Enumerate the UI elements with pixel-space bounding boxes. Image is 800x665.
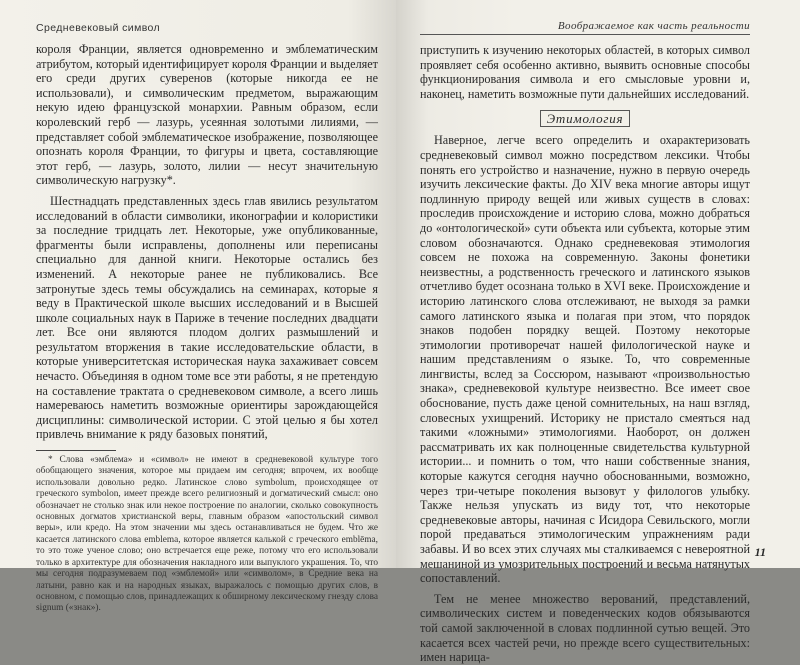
right-paragraph-2: Наверное, легче всего определить и охарактеризовать средневековый символ можно посредством лексики. Чтобы понять его устройство и назначение, нужно в первую очередь изучить лексические факты. До XIV века многие авторы ищут подлинную природу вещей или живых существ в словах: проследив происхождение и историю слова, можно добраться до «онтологической» сути объекта или субъекта, которые этим словом обозначаются. Однако средневековая этимология совсем не похожа на современную. Законы фонетики неизвестны, а родственность греческого и латинского языков отчетливо будет осознана только в XVI веке. Происхождение и историю латинского слова отслеживают, не выходя за рамки самого латинского языка и полагая при этом, что порядок знаков подобен порядку вещей. Поэтому некоторые этимологии противоречат нашей филологической науке и нашим представлениям о языке. То, что современные лингвисты, вслед за Соссюром, называют «произвольностью знака», средневековой культуре неизвестно. Все имеет свое обоснование, пусть даже ценой сомнительных, на наш взгляд, словесных ухищрений. Историку не пристало смеяться над такими «ложными» этимологиями. Наоборот, он должен рассматривать их как полноценные свидетельства культурной истории... и помнить о том, что наши собственные знания, которые кажутся сегодня научно обоснованными, возможно, через три-четыре поколения вызовут у филологов улыбку. Также нельзя упускать из виду тот, что некоторые средневековые авторы, начиная с Исидора Севильского, могли порой предаваться этимологическим упражнениям ради забавы. И во всех этих случаях мы сталкиваемся с невероятной мешаниной из умозрительных построений и весьма натянутых сопоставлений. xyxy=(420,133,750,586)
footnote-divider xyxy=(36,450,116,451)
left-page xyxy=(0,0,396,614)
section-heading xyxy=(420,111,750,127)
footnote: * Слова «эмблема» и «символ» не имеют в средневековой культуре того обобщающего значения, которое мы придаем им сегодня; впрочем, их вообще использовали довольно редко. Латинское слово symbolum, происходящее от греческого symbolon, имеет прежде всего религиозный и догматический смысл: оно обозначает не столько знак или некое построение по аналогии, сколько совокупность основных догматов христианской веры, главным образом «апостольский символ веры», или кредо. На этом значении мы здесь останавливаться не будем. Что же касается латинского слова emblema, которое является калькой с греческого emblēma, то это тоже ученое слово; оно встречается еще реже, потому что его использовали только в архитектуре для обозначения накладного или выпуклого украшения. То, что мы сегодня подразумеваем под «эмблемой» или «символом», в Средние века на латыни, равно как и на народных языках, выражалось с помощью других слов, в основном, с помощью слов, принадлежащих к обширному лексическому гнезду слова signum («знак»). xyxy=(36,455,378,614)
right-running-head: Воображаемое как часть реальности xyxy=(420,20,750,35)
left-paragraph-2: Шестнадцать представленных здесь глав явились результатом исследований в области символики, иконографии и колористики за последние тридцать лет. Некоторые, уже опубликованные, фрагменты были исправлены, дополнены или переписаны специально для данной книги. Некоторые остались без изменений. А некоторые ранее не публиковались. Все затронутые здесь темы обсуждались на семинарах, которые я веду в Практической школе высших исследований и в Высшей школе социальных наук в Париже в течение последних двадцати лет. Все они являются плодом долгих размышлений и результатом вторжения в такие исследовательские области, в которые университетская историческая наука захаживает совсем нечасто. Объединяя в одном томе все эти работы, я не претендую на составление трактата о средневековом символе, а всего лишь намереваюсь наметить возможные ориентиры зарождающейся дисциплины: символической истории. С этой целью я бы хотел привлечь внимание к ряду базовых понятий, xyxy=(36,193,378,442)
left-paragraph-1: короля Франции, является одновременно и эмблематическим атрибутом, который идентифицирует короля Франции и выделяет его среди других суверенов (которые никогда ее не использовали), и символическим предметом, выражающим некую идею французской монархии. Равным образом, если королевский герб — лазурь, усеянная золотыми лилиями, — представляет собой эмблематическое изображение, позволяющее опознать короля Франции, то фигуры и цвета, составляющие этот герб, — лазурь, золото, лилии — несут значительную символическую нагрузку*. xyxy=(36,42,378,188)
right-paragraph-3: Тем не менее множество верований, представлений, символических систем и поведенческих кодов обязываются той самой заключенной в словах подлинной сутью вещей. Это касается всех частей речи, но прежде всего существительных: имен нарица- xyxy=(420,591,750,665)
right-page xyxy=(396,0,800,665)
right-paragraph-1: приступить к изучению некоторых областей, в которых символ проявляет себя особенно активно, выявить основные способы функционирования символа и его смысловые уровни и, наконец, наметить возможные пути дальнейших исследований. xyxy=(420,43,750,101)
page-number: 11 xyxy=(754,545,766,559)
left-running-head: Средневековый символ xyxy=(36,22,161,34)
section-title: Этимология xyxy=(540,110,631,127)
